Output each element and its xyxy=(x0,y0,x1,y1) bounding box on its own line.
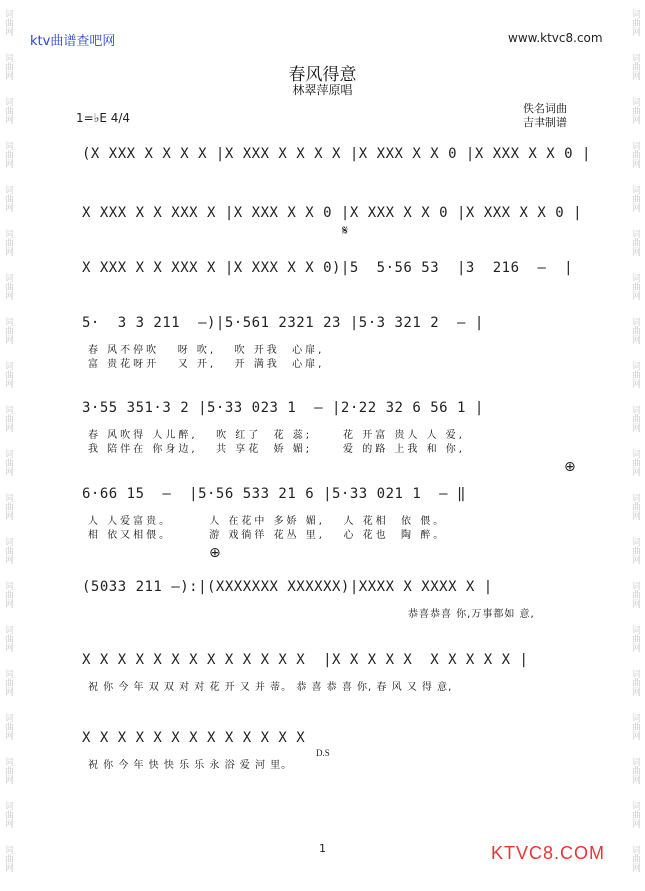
watermark-text: 词曲网 xyxy=(3,712,13,740)
watermark-text: 词曲网 xyxy=(630,800,640,828)
watermark-text: 词曲网 xyxy=(630,140,640,168)
song-title: 春风得意 xyxy=(288,65,357,85)
key-signature: 1=♭E 4/4 xyxy=(76,111,131,125)
score-row xyxy=(82,146,591,172)
coda-sign-left: ⊕ xyxy=(209,545,221,561)
watermark-text: 词曲网 xyxy=(3,316,13,344)
score-row xyxy=(82,260,572,286)
watermark-text: 词曲网 xyxy=(630,580,640,608)
lyric-line-1: 祝 你 今 年 快 快 乐 乐 永 浴 爱 河 里。 xyxy=(88,760,293,771)
watermark-text: 词曲网 xyxy=(630,668,640,696)
watermark-text: 词曲网 xyxy=(630,844,640,872)
watermark-text: 词曲网 xyxy=(3,184,13,212)
watermark-text: 词曲网 xyxy=(630,448,640,476)
watermark-text: 词曲网 xyxy=(630,228,640,256)
score-row xyxy=(82,579,572,620)
watermark-text: 词曲网 xyxy=(630,96,640,124)
lyric-line-2: 我 陪伴在 你身边, 共 享花 娇 媚; 爱 的路 上我 和 你, xyxy=(88,444,465,455)
watermark-text: 词曲网 xyxy=(3,52,13,80)
notation-line: 6·66 15 — |5·56 533 21 6 |5·33 021 1 — ‖ xyxy=(82,486,466,502)
watermark-left xyxy=(2,0,16,880)
ds-mark: D.S xyxy=(316,748,330,758)
watermark-text: 词曲网 xyxy=(3,8,13,36)
watermark-text: 词曲网 xyxy=(3,140,13,168)
site-logo: KTVC8.COM xyxy=(491,843,606,863)
watermark-text: 词曲网 xyxy=(630,360,640,388)
watermark-text: 词曲网 xyxy=(3,96,13,124)
credit-lyrics: 佚名词曲 xyxy=(523,102,567,115)
score-row xyxy=(82,486,572,541)
watermark-text: 词曲网 xyxy=(630,712,640,740)
lyric-line-1: 春 风不停吹 呀 吹, 吹 开我 心扉, xyxy=(88,345,325,356)
watermark-text: 词曲网 xyxy=(3,580,13,608)
watermark-text: 词曲网 xyxy=(630,272,640,300)
watermark-text: 词曲网 xyxy=(3,844,13,872)
watermark-text: 词曲网 xyxy=(3,228,13,256)
score-row xyxy=(82,205,583,239)
watermark-text: 词曲网 xyxy=(3,800,13,828)
watermark-text: 词曲网 xyxy=(630,316,640,344)
credit-score: 吉聿制谱 xyxy=(523,116,567,129)
notation-line: X X X X X X X X X X X X X |X X X X X X X X X X | xyxy=(82,652,529,668)
watermark-text: 词曲网 xyxy=(3,624,13,652)
watermark-text: 词曲网 xyxy=(3,492,13,520)
lyric-line-2: 相 依又相偎。 游 戏徜徉 花丛 里, 心 花也 陶 醉。 xyxy=(88,530,447,541)
site-url-right[interactable]: www.ktvc8.com xyxy=(508,31,603,45)
watermark-text: 词曲网 xyxy=(630,404,640,432)
notation-line: (5033 211 —):|(XXXXXXX XXXXXX)|XXXX X XXXX X | xyxy=(82,579,493,595)
watermark-text: 词曲网 xyxy=(630,624,640,652)
lyric-line-1: 春 风吹得 人儿醉, 吹 红了 花 蕊; 花 开富 贵人 人 爱, xyxy=(88,430,465,441)
notation-line: X X X X X X X X X X X X X xyxy=(82,730,306,746)
coda-sign-right: ⊕ xyxy=(564,459,576,475)
watermark-text: 词曲网 xyxy=(630,52,640,80)
notation-line: 5· 3 3 211 —)|5·561 2321 23 |5·3 321 2 — | xyxy=(82,315,484,331)
watermark-text: 词曲网 xyxy=(3,272,13,300)
lyric-line-1: 祝 你 今 年 双 双 对 对 花 开 又 并 蒂。 恭 喜 恭 喜 你, 春 风 又 得 意, xyxy=(88,682,453,693)
notation-line: X XXX X X XXX X |X XXX X X 0 |X XXX X X 0 |X XXX X X 0 | xyxy=(82,205,583,221)
segno-sign: 𝄋 xyxy=(342,223,349,239)
lyric-line-1: 人 人爱富贵。 人 在花中 多娇 媚, 人 花相 依 偎。 xyxy=(88,516,447,527)
score-row xyxy=(82,315,572,370)
notation-line: X XXX X X XXX X |X XXX X X 0)|5 5·56 53 |3 216 — | xyxy=(82,260,574,276)
watermark-text: 词曲网 xyxy=(630,536,640,564)
site-name-left[interactable]: ktv曲谱查吧网 xyxy=(30,34,116,49)
watermark-text: 词曲网 xyxy=(630,492,640,520)
score-row xyxy=(82,400,572,455)
watermark-text: 词曲网 xyxy=(3,360,13,388)
song-subtitle: 林翠萍原唱 xyxy=(292,83,353,97)
watermark-right xyxy=(629,0,643,880)
watermark-text: 词曲网 xyxy=(3,536,13,564)
lyric-line-1: 恭喜恭喜 你,万事都如 意, xyxy=(408,609,535,620)
watermark-text: 词曲网 xyxy=(630,8,640,36)
lyric-line-2: 富 贵花呀开 又 开, 开 满我 心扉, xyxy=(88,359,325,370)
watermark-text: 词曲网 xyxy=(630,184,640,212)
score-row xyxy=(82,652,572,693)
watermark-text: 词曲网 xyxy=(3,756,13,784)
watermark-text: 词曲网 xyxy=(630,756,640,784)
watermark-text: 词曲网 xyxy=(3,668,13,696)
notation-line: (X XXX X X X X |X XXX X X X X |X XXX X X 0 |X XXX X X 0 | xyxy=(82,146,591,162)
page-number: 1 xyxy=(319,842,326,855)
watermark-text: 词曲网 xyxy=(3,448,13,476)
watermark-text: 词曲网 xyxy=(3,404,13,432)
notation-line: 3·55 351·3 2 |5·33 023 1 — |2·22 32 6 56 1 | xyxy=(82,400,484,416)
